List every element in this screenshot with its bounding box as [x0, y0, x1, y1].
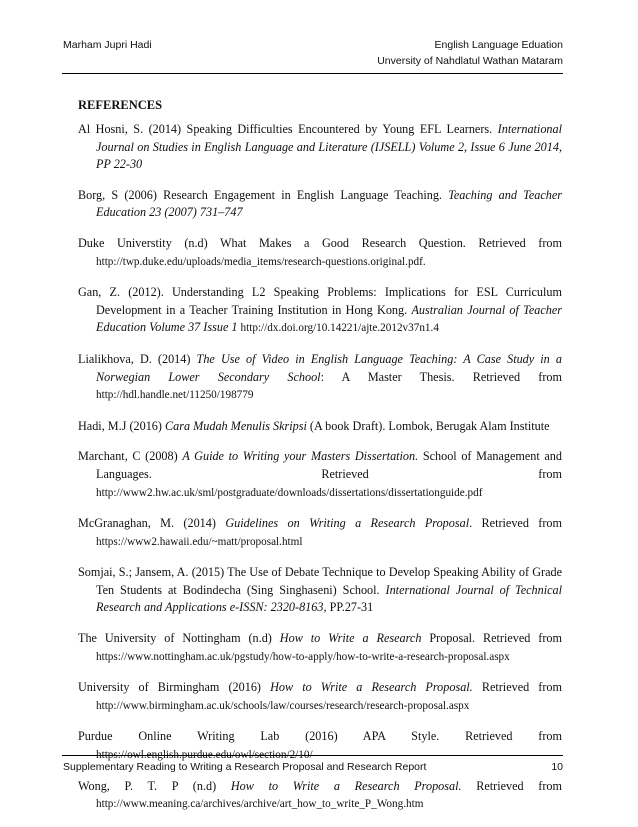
- header-rule: [62, 73, 563, 74]
- reference-pre-text: McGranaghan, M. (2014): [78, 516, 226, 531]
- reference-italic-text: How to Write a Research: [279, 631, 422, 646]
- reference-pre-text: Lialikhova, D. (2014): [78, 351, 197, 366]
- reference-italic-text: How to Write a Research Proposal.: [230, 778, 462, 793]
- reference-italic-text: Teaching and Teacher Education 23 (2007) 731–747: [96, 187, 562, 220]
- reference-url-text: http://www2.hw.ac.uk/sml/postgraduate/downloads/dissertations/dissertationguide.pdf: [96, 486, 483, 499]
- footer-rule: [62, 755, 563, 756]
- reference-italic-text: Guidelines on Writing a Research Proposal: [225, 516, 470, 531]
- reference-italic-text: How to Write a Research Proposal.: [270, 680, 473, 695]
- reference-post-text: School of Management and Languages. Retrieved from: [96, 449, 562, 481]
- reference-post-text: Proposal. Retrieved from: [421, 631, 562, 646]
- reference-url-text: https://www.nottingham.ac.uk/pgstudy/how-to-apply/how-to-write-a-research-proposal.aspx: [96, 650, 510, 663]
- reference-post-text: : A Master Thesis. Retrieved from: [320, 369, 562, 384]
- reference-entry: [78, 564, 562, 617]
- reference-entry: [78, 630, 562, 666]
- header-author: Marham Jupri Hadi: [63, 39, 152, 51]
- reference-pre-text: Purdue Online Writing Lab (2016) APA Style. Retrieved from: [78, 729, 562, 744]
- reference-entry: [78, 235, 562, 271]
- reference-pre-text: Gan, Z. (2012). Understanding L2 Speaking Problems: Implications for ESL Curriculum Development in a Teacher Training Institution in Hong Kong.: [78, 285, 562, 317]
- reference-post-text: Retrieved from: [472, 680, 562, 695]
- reference-url-text: http://www.meaning.ca/archives/archive/art_how_to_write_P_Wong.htm: [96, 798, 424, 811]
- reference-italic-text: Australian Journal of Teacher Education Volume 37 Issue 1: [96, 302, 562, 335]
- reference-list: [78, 121, 562, 827]
- reference-url-text: https://www2.hawaii.edu/~matt/proposal.html: [96, 535, 303, 548]
- reference-italic-text: International Journal on Studies in English Language and Literature (IJSELL) Volume 2, Issue 6 June 2014, PP 22-30: [96, 122, 562, 172]
- reference-pre-text: The University of Nottingham (n.d): [78, 631, 280, 646]
- reference-post-text: . Retrieved from: [469, 516, 562, 531]
- reference-entry: [78, 679, 562, 715]
- reference-entry: [78, 728, 562, 764]
- reference-pre-text: Somjai, S.; Jansem, A. (2015) The Use of Debate Technique to Develop Speaking Ability of Grade Ten Students at Bodindecha (Sing Singhaseni) School.: [78, 565, 562, 597]
- reference-italic-text: International Journal of Technical Research and Applications e-ISSN: 2320-8163: [96, 582, 562, 615]
- footer-title: Supplementary Reading to Writing a Research Proposal and Research Report: [63, 761, 427, 773]
- page-number: 10: [551, 761, 563, 773]
- reference-entry: [78, 515, 562, 551]
- reference-post-text: (A book Draft). Lombok, Berugak Alam Institute: [306, 418, 550, 433]
- header-university: Unversity of Nahdlatul Wathan Mataram: [377, 55, 563, 67]
- reference-entry: [78, 418, 562, 436]
- section-title: REFERENCES: [78, 98, 163, 112]
- reference-italic-text: A Guide to Writing your Masters Dissertation.: [182, 449, 419, 464]
- reference-entry: [78, 351, 562, 405]
- reference-pre-text: Wong, P. T. P (n.d): [78, 778, 231, 793]
- reference-pre-text: Al Hosni, S. (2014) Speaking Difficulties Encountered by Young EFL Learners.: [78, 122, 498, 136]
- reference-url-text: http://hdl.handle.net/11250/198779: [96, 389, 254, 402]
- reference-pre-text: Marchant, C (2008): [78, 449, 183, 464]
- reference-url-text: http://dx.doi.org/10.14221/ajte.2012v37n1.4: [240, 322, 439, 335]
- reference-url-text: https://owl.english.purdue.edu/owl/section/2/10/: [96, 749, 313, 762]
- reference-entry: [78, 448, 562, 502]
- header-affiliation: [377, 37, 563, 69]
- reference-post-text: , PP.27-31: [323, 600, 374, 615]
- reference-italic-text: Cara Mudah Menulis Skripsi: [165, 418, 307, 433]
- header-department: English Language Eduation: [434, 39, 563, 51]
- reference-entry: [78, 778, 562, 814]
- reference-entry: [78, 284, 562, 338]
- reference-url-text: http://twp.duke.edu/uploads/media_items/research-questions.original.pdf.: [96, 255, 426, 268]
- reference-pre-text: Borg, S (2006) Research Engagement in English Language Teaching.: [78, 187, 449, 202]
- reference-url-text: http://www.birmingham.ac.uk/schools/law/courses/research/research-proposal.aspx: [96, 699, 470, 712]
- reference-entry: [78, 121, 562, 174]
- reference-pre-text: University of Birmingham (2016): [78, 680, 271, 695]
- reference-post-text: Retrieved from: [461, 778, 562, 793]
- reference-pre-text: Duke Universtity (n.d) What Makes a Good Research Question. Retrieved from: [78, 235, 562, 250]
- reference-entry: [78, 187, 562, 222]
- reference-pre-text: Hadi, M.J (2016): [78, 418, 165, 433]
- reference-italic-text: The Use of Video in English Language Teaching: A Case Study in a Norwegian Lower Secondary School: [96, 351, 562, 384]
